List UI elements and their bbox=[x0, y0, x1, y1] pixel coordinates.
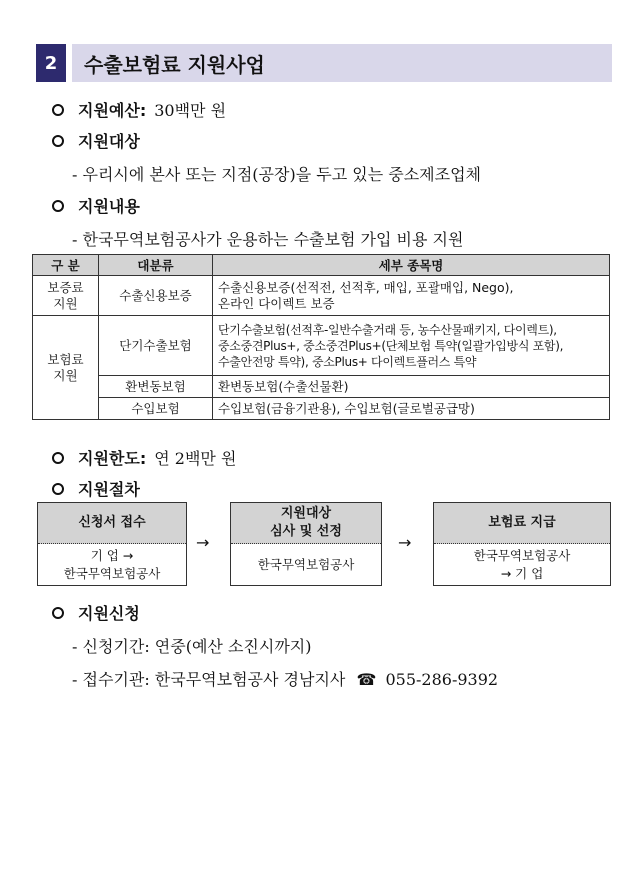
table-header-row bbox=[33, 255, 610, 276]
apply-period: - 신청기간: 연중(예산 소진시까지) bbox=[72, 637, 312, 656]
apply-office-line bbox=[72, 667, 498, 690]
table-row bbox=[33, 398, 610, 420]
table-row bbox=[33, 316, 610, 376]
target-line bbox=[52, 129, 140, 152]
target-detail: - 우리시에 본사 또는 지점(공장)을 두고 있는 중소제조업체 bbox=[72, 165, 481, 184]
procedure-step-box bbox=[230, 502, 382, 586]
procedure-label: 지원절차 bbox=[78, 480, 140, 499]
section-number: 2 bbox=[36, 44, 66, 82]
target-label: 지원대상 bbox=[78, 132, 140, 151]
phone-icon: ☎ bbox=[356, 670, 377, 689]
circle-bullet-icon bbox=[52, 607, 64, 619]
procedure-step-title: 보험료 지급 bbox=[434, 503, 610, 544]
circle-bullet-icon bbox=[52, 452, 64, 464]
procedure-step-title: 지원대상 심사 및 선정 bbox=[231, 503, 381, 544]
section-title-bar bbox=[72, 44, 612, 82]
table-category-cell: 환변동보험 bbox=[99, 376, 213, 398]
procedure-line bbox=[52, 477, 140, 500]
limit-label: 지원한도: bbox=[78, 449, 147, 468]
table-detail-cell: 수출신용보증(선적전, 선적후, 매입, 포괄매입, Nego), 온라인 다이렉트 보증 bbox=[213, 276, 610, 316]
apply-office: - 접수기관: 한국무역보험공사 경남지사 bbox=[72, 670, 346, 689]
table-detail-cell: 환변동보험(수출선물환) bbox=[213, 376, 610, 398]
right-arrow-icon: → bbox=[398, 533, 412, 552]
content-line bbox=[52, 194, 140, 217]
table-category-cell: 수출신용보증 bbox=[99, 276, 213, 316]
table-category-cell: 단기수출보험 bbox=[99, 316, 213, 376]
procedure-step-body: 한국무역보험공사 → 기 업 bbox=[473, 548, 571, 581]
table-group-cell: 보증료 지원 bbox=[33, 276, 99, 316]
content-label: 지원내용 bbox=[78, 197, 140, 216]
budget-line bbox=[52, 98, 226, 121]
table-header-cell: 대분류 bbox=[99, 255, 213, 276]
table-header-cell: 구 분 bbox=[33, 255, 99, 276]
content-detail: - 한국무역보험공사가 운용하는 수출보험 가입 비용 지원 bbox=[72, 230, 464, 249]
procedure-step-box bbox=[37, 502, 187, 586]
table-category-cell: 수입보험 bbox=[99, 398, 213, 420]
procedure-step-title: 신청서 접수 bbox=[38, 503, 186, 544]
apply-phone: 055-286-9392 bbox=[385, 670, 499, 689]
right-arrow-icon: → bbox=[196, 533, 210, 552]
table-detail-cell: 수입보험(금융기관용), 수입보험(글로벌공급망) bbox=[213, 398, 610, 420]
table-detail-cell: 단기수출보험(선적후-일반수출거래 등, 농수산물패키지, 다이렉트), 중소중견Plus+, 중소중견Plus+(단체보험 특약(일괄가입방식 포함), 수출안전망 특약), 중소Plus+ 다이렉트플러스 특약 bbox=[213, 316, 610, 376]
table-group-cell: 보험료 지원 bbox=[33, 316, 99, 420]
procedure-step-box bbox=[433, 502, 611, 586]
circle-bullet-icon bbox=[52, 483, 64, 495]
circle-bullet-icon bbox=[52, 200, 64, 212]
table-header-cell: 세부 종목명 bbox=[213, 255, 610, 276]
circle-bullet-icon bbox=[52, 135, 64, 147]
limit-value: 연 2백만 원 bbox=[154, 449, 237, 468]
section-header bbox=[36, 44, 612, 82]
limit-line bbox=[52, 446, 236, 469]
table-row bbox=[33, 276, 610, 316]
budget-label: 지원예산: bbox=[78, 101, 147, 120]
table-row bbox=[33, 376, 610, 398]
procedure-step-body: 기 업 → 한국무역보험공사 bbox=[63, 548, 161, 581]
support-items-table bbox=[32, 254, 610, 420]
apply-label: 지원신청 bbox=[78, 604, 140, 623]
apply-line bbox=[52, 601, 140, 624]
section-title: 수출보험료 지원사업 bbox=[84, 52, 265, 77]
circle-bullet-icon bbox=[52, 104, 64, 116]
procedure-step-body: 한국무역보험공사 bbox=[257, 557, 355, 572]
budget-value: 30백만 원 bbox=[154, 101, 227, 120]
